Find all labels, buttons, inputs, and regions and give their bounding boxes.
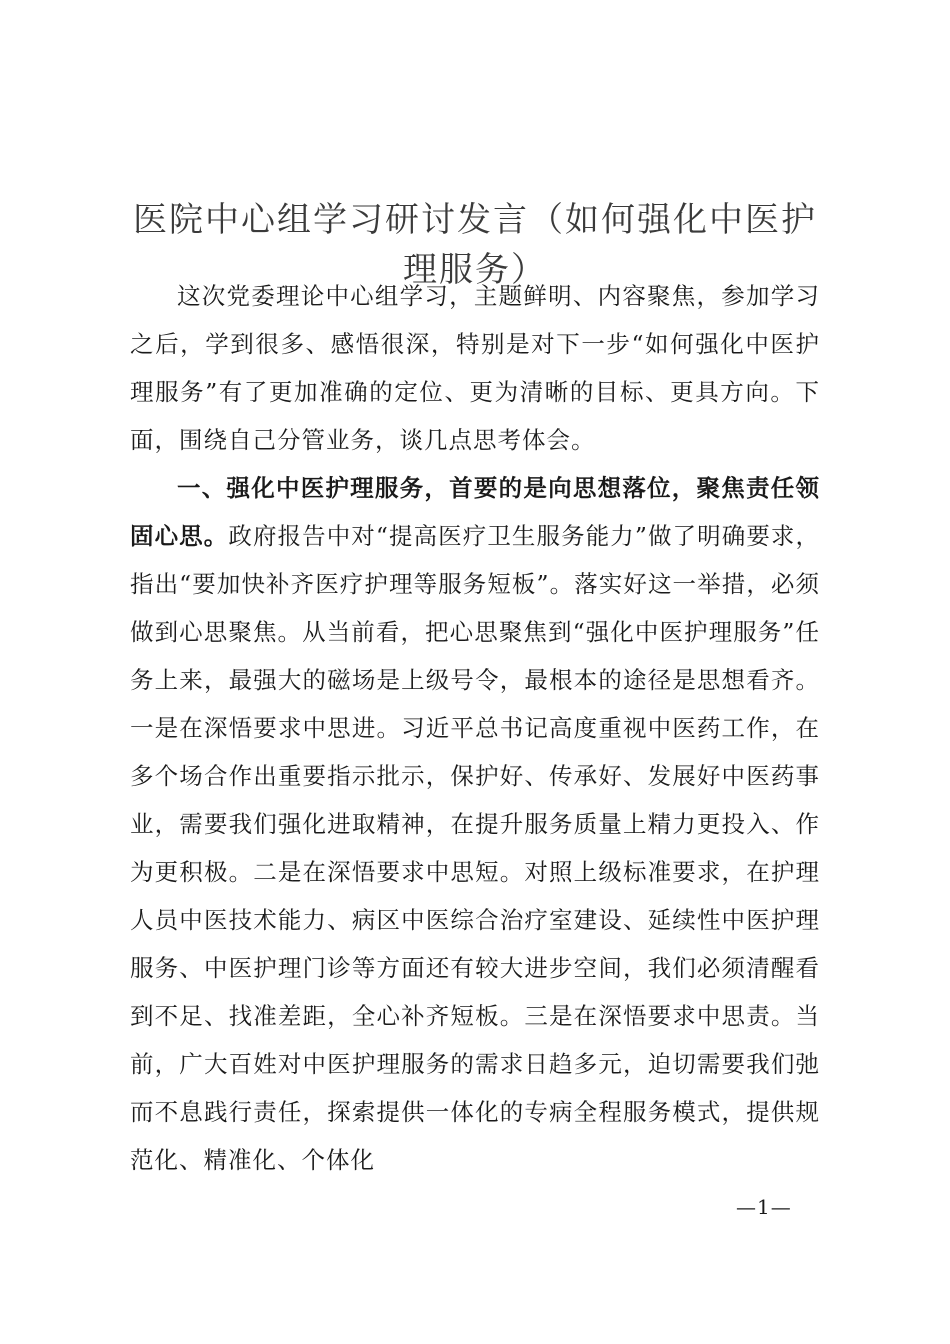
- section-1-heading: 一、强化中医护理服务，首要的是向思想落位，聚焦责任领固心思。: [130, 474, 820, 550]
- section-1-body: 政府报告中对“提高医疗卫生服务能力”做了明确要求，指出“要加快补齐医疗护理等服务短板”。落实好这一举措，必须做到心思聚焦。从当前看，把心思聚焦到“强化中医护理服务”任务上来，最强大的磁场是上级号令，最根本的途径是思想看齐。一是在深悟要求中思进。习近平总书记高度重视中医药工作，在多个场合作出重要指示批示，保护好、传承好、发展好中医药事业，需要我们强化进取精神，在提升服务质量上精力更投入、作为更积极。二是在深悟要求中思短。对照上级标准要求，在护理人员中医技术能力、病区中医综合治疗室建设、延续性中医护理服务、中医护理门诊等方面还有较大进步空间，我们必须清醒看到不足、找准差距，全心补齐短板。三是在深悟要求中思责。当前，广大百姓对中医护理服务的需求日趋多元，迫切需要我们弛而不息践行责任，探索提供一体化的专病全程服务模式，提供规范化、精准化、个体化: [130, 522, 821, 1174]
- page-number: —1—: [736, 1195, 792, 1219]
- document-body: [130, 272, 820, 1184]
- section-1-paragraph: [130, 464, 820, 1184]
- document-title: 医院中心组学习研讨发言（如何强化中医护理服务）: [133, 199, 817, 290]
- intro-paragraph: 这次党委理论中心组学习，主题鲜明、内容聚焦，参加学习之后，学到很多、感悟很深，特别是对下一步“如何强化中医护理服务”有了更加准确的定位、更为清晰的目标、更具方向。下面，围绕自己分管业务，谈几点思考体会。: [130, 282, 820, 454]
